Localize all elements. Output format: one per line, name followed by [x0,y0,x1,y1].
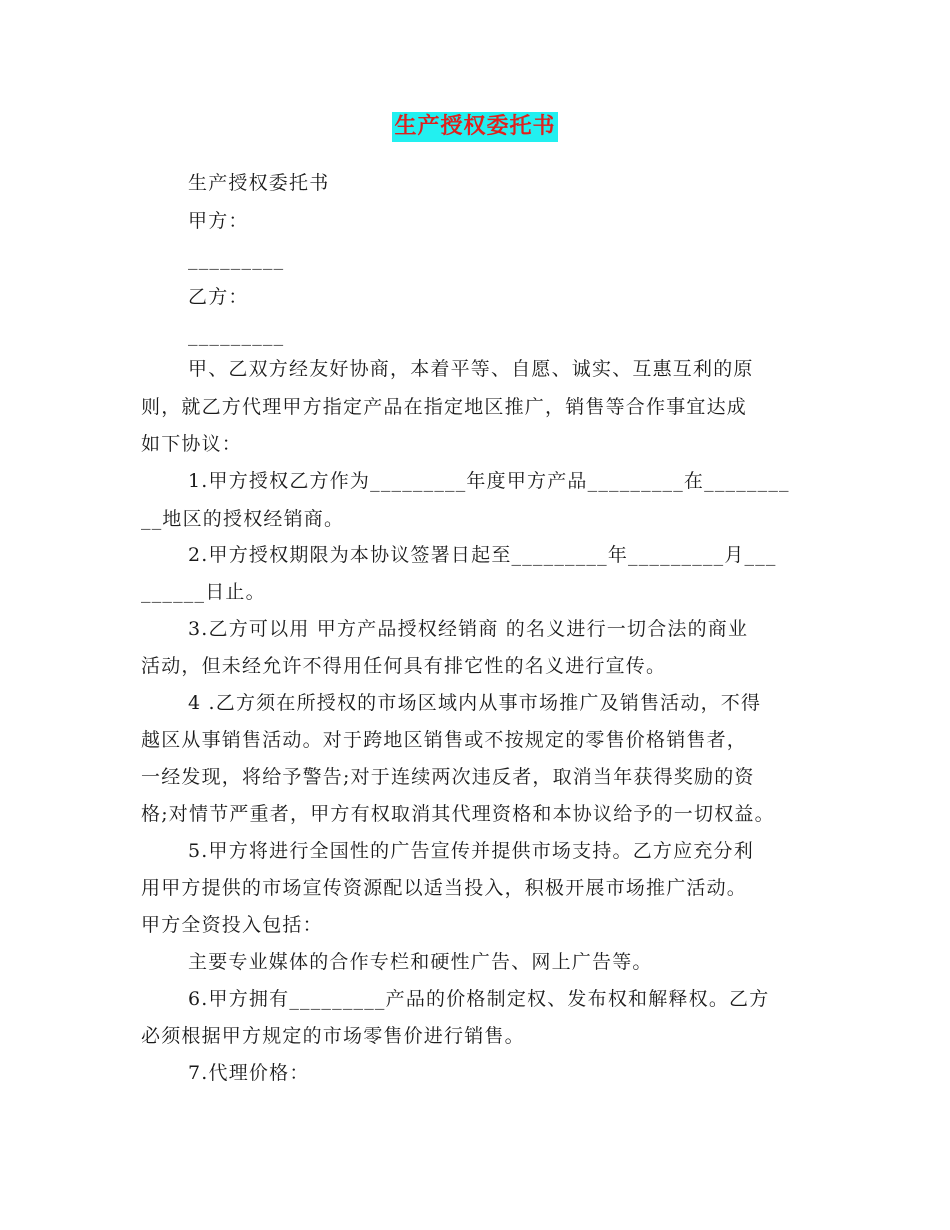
doc-line: 1.甲方授权乙方作为_________年度甲方产品_________在________ [188,470,790,492]
doc-line-party-b-blank: _________ [188,324,285,346]
doc-line-party-b: 乙方： [188,286,249,308]
doc-line: 则，就乙方代理甲方指定产品在指定地区推广，销售等合作事宜达成 [141,396,748,418]
doc-line: 4 .乙方须在所授权的市场区域内从事市场推广及销售活动，不得 [188,692,762,714]
doc-line: 越区从事销售活动。对于跨地区销售或不按规定的零售价格销售者， [141,729,748,751]
doc-line: 3.乙方可以用 甲方产品授权经销商 的名义进行一切合法的商业 [188,618,749,640]
doc-line-party-a: 甲方： [188,210,249,232]
doc-line: 7.代理价格： [188,1062,310,1084]
doc-line: 甲方全资投入包括： [141,914,323,936]
doc-line: 2.甲方授权期限为本协议签署日起至_________年_________月___ [188,544,777,566]
doc-line: 必须根据甲方规定的市场零售价进行销售。 [141,1025,525,1047]
document-title: 生产授权委托书 [392,112,557,142]
doc-line: ______日止。 [141,581,266,603]
doc-line: 5.甲方将进行全国性的广告宣传并提供市场支持。乙方应充分利 [188,840,754,862]
doc-line: 如下协议： [141,433,243,455]
doc-line: 主要专业媒体的合作专栏和硬性广告、网上广告等。 [188,951,653,973]
doc-line: 6.甲方拥有_________产品的价格制定权、发布权和解释权。乙方 [188,988,770,1010]
doc-line: 一经发现，将给予警告;对于连续两次违反者，取消当年获得奖励的资 [141,766,755,788]
doc-line: 格;对情节严重者，甲方有权取消其代理资格和本协议给予的一切权益。 [141,803,775,825]
doc-line: 用甲方提供的市场宣传资源配以适当投入，积极开展市场推广活动。 [141,877,748,899]
doc-line: __地区的授权经销商。 [141,508,345,530]
doc-line: 甲、乙双方经友好协商，本着平等、自愿、诚实、互惠互利的原 [188,358,754,380]
title-container [0,112,950,142]
doc-line: 活动，但未经允许不得用任何具有排它性的名义进行宣传。 [141,655,667,677]
doc-line-subtitle: 生产授权委托书 [188,172,330,194]
doc-line-party-a-blank: _________ [188,248,285,270]
